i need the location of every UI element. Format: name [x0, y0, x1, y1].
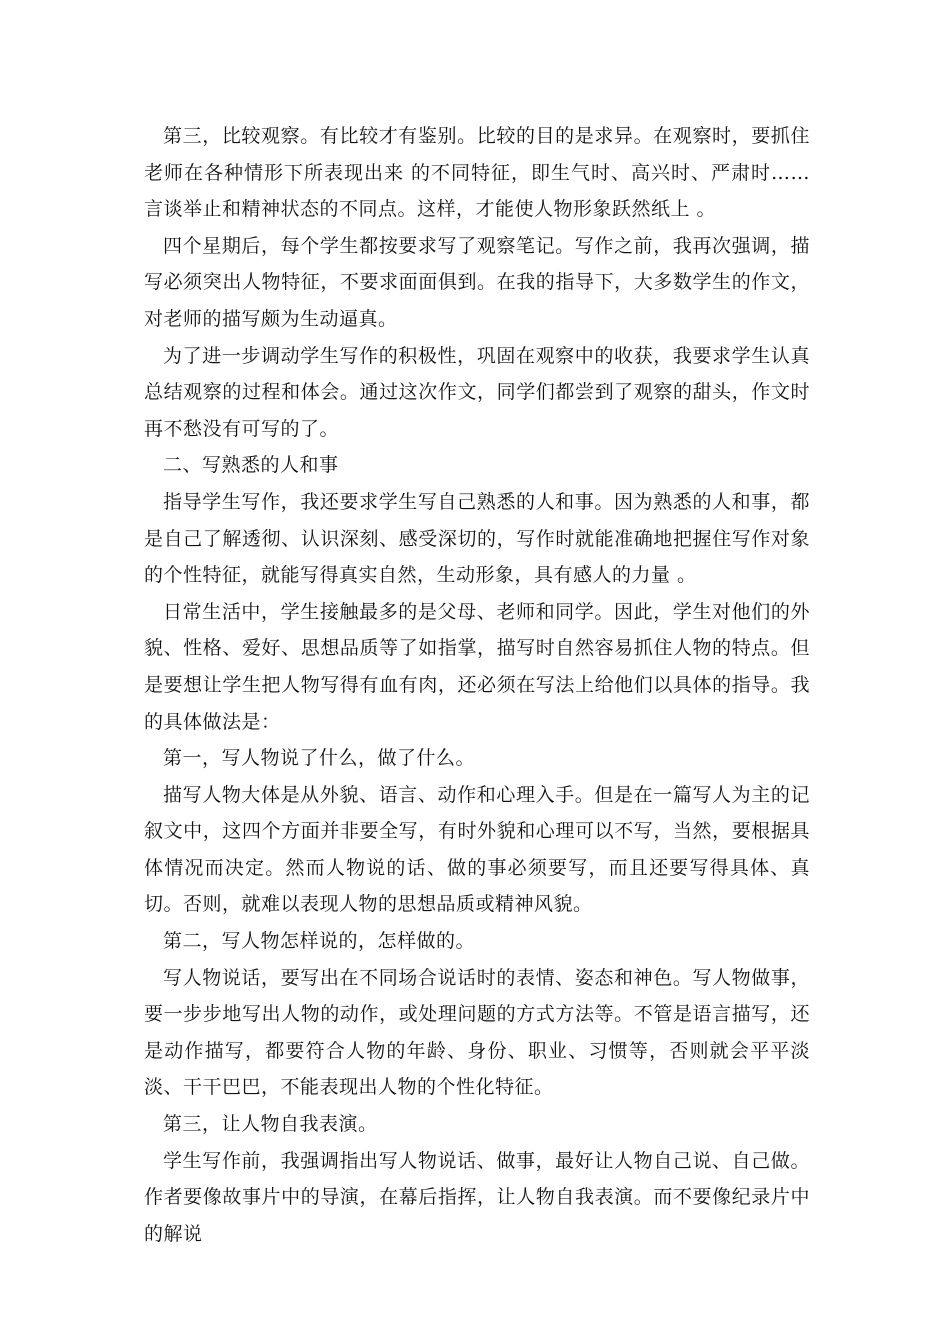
paragraph-comparison-observation: 第三，比较观察。有比较才有鉴别。比较的目的是求异。在观察时，要抓住老师在各种情形下所表现出来 的不同特征，即生气时、高兴时、严肃时……言谈举止和精神状态的不同点。这样，才能使人物形象跃然纸上 。 [144, 125, 810, 221]
subheading-third: 第三，让人物自我表演。 [163, 1113, 378, 1136]
paragraph-summary-observation: 为了进一步调动学生写作的积极性，巩固在观察中的收获，我要求学生认真总结观察的过程和体会。通过这次作文，同学们都尝到了观察的甜头，作文时再不愁没有可写的了。 [144, 344, 810, 440]
subheading-first: 第一，写人物说了什么，做了什么。 [163, 747, 476, 770]
paragraph-speech-action: 写人物说话，要写出在不同场合说话时的表情、姿态和神色。写人物做事，要一步步地写出人物的动作，或处理问题的方式方法等。不管是语言描写，还是动作描写，都要符合人物的年龄、身份、职业、习惯等，否则就会平平淡淡、干干巴巴，不能表现出人物的个性化特征。 [144, 966, 810, 1099]
paragraph-observation-notes: 四个星期后，每个学生都按要求写了观察笔记。写作之前，我再次强调，描写必须突出人物特征，不要求面面俱到。在我的指导下，大多数学生的作文，对老师的描写颇为生动逼真。 [144, 234, 810, 330]
subheading-second: 第二，写人物怎样说的，怎样做的。 [163, 930, 476, 953]
document-body [144, 118, 810, 1252]
paragraph-describe-character: 描写人物大体是从外貌、语言、动作和心理入手。但是在一篇写人为主的记叙文中，这四个方面并非要全写，有时外貌和心理可以不写，当然，要根据具体情况而决定。然而人物说的话、做的事必须要写，而且还要写得具体、真切。否则，就难以表现人物的思想品质或精神风貌。 [144, 783, 810, 916]
paragraph-self-performance: 学生写作前，我强调指出写人物说话、做事，最好让人物自己说、自己做。作者要像故事片中的导演，在幕后指挥，让人物自我表演。而不要像纪录片中的解说 [144, 1149, 810, 1245]
section-heading-familiar-people: 二、写熟悉的人和事 [163, 454, 339, 477]
paragraph-daily-life: 日常生活中，学生接触最多的是父母、老师和同学。因此，学生对他们的外貌、性格、爱好、思想品质等了如指掌，描写时自然容易抓住人物的特点。但是要想让学生把人物写得有血有肉，还必须在写法上给他们以具体的指导。我的具体做法是： [144, 600, 810, 733]
paragraph-write-familiar: 指导学生写作，我还要求学生写自己熟悉的人和事。因为熟悉的人和事，都是自己了解透彻、认识深刻、感受深切的，写作时就能准确地把握住写作对象的个性特征，就能写得真实自然，生动形象，具有感人的力量 。 [144, 490, 810, 587]
